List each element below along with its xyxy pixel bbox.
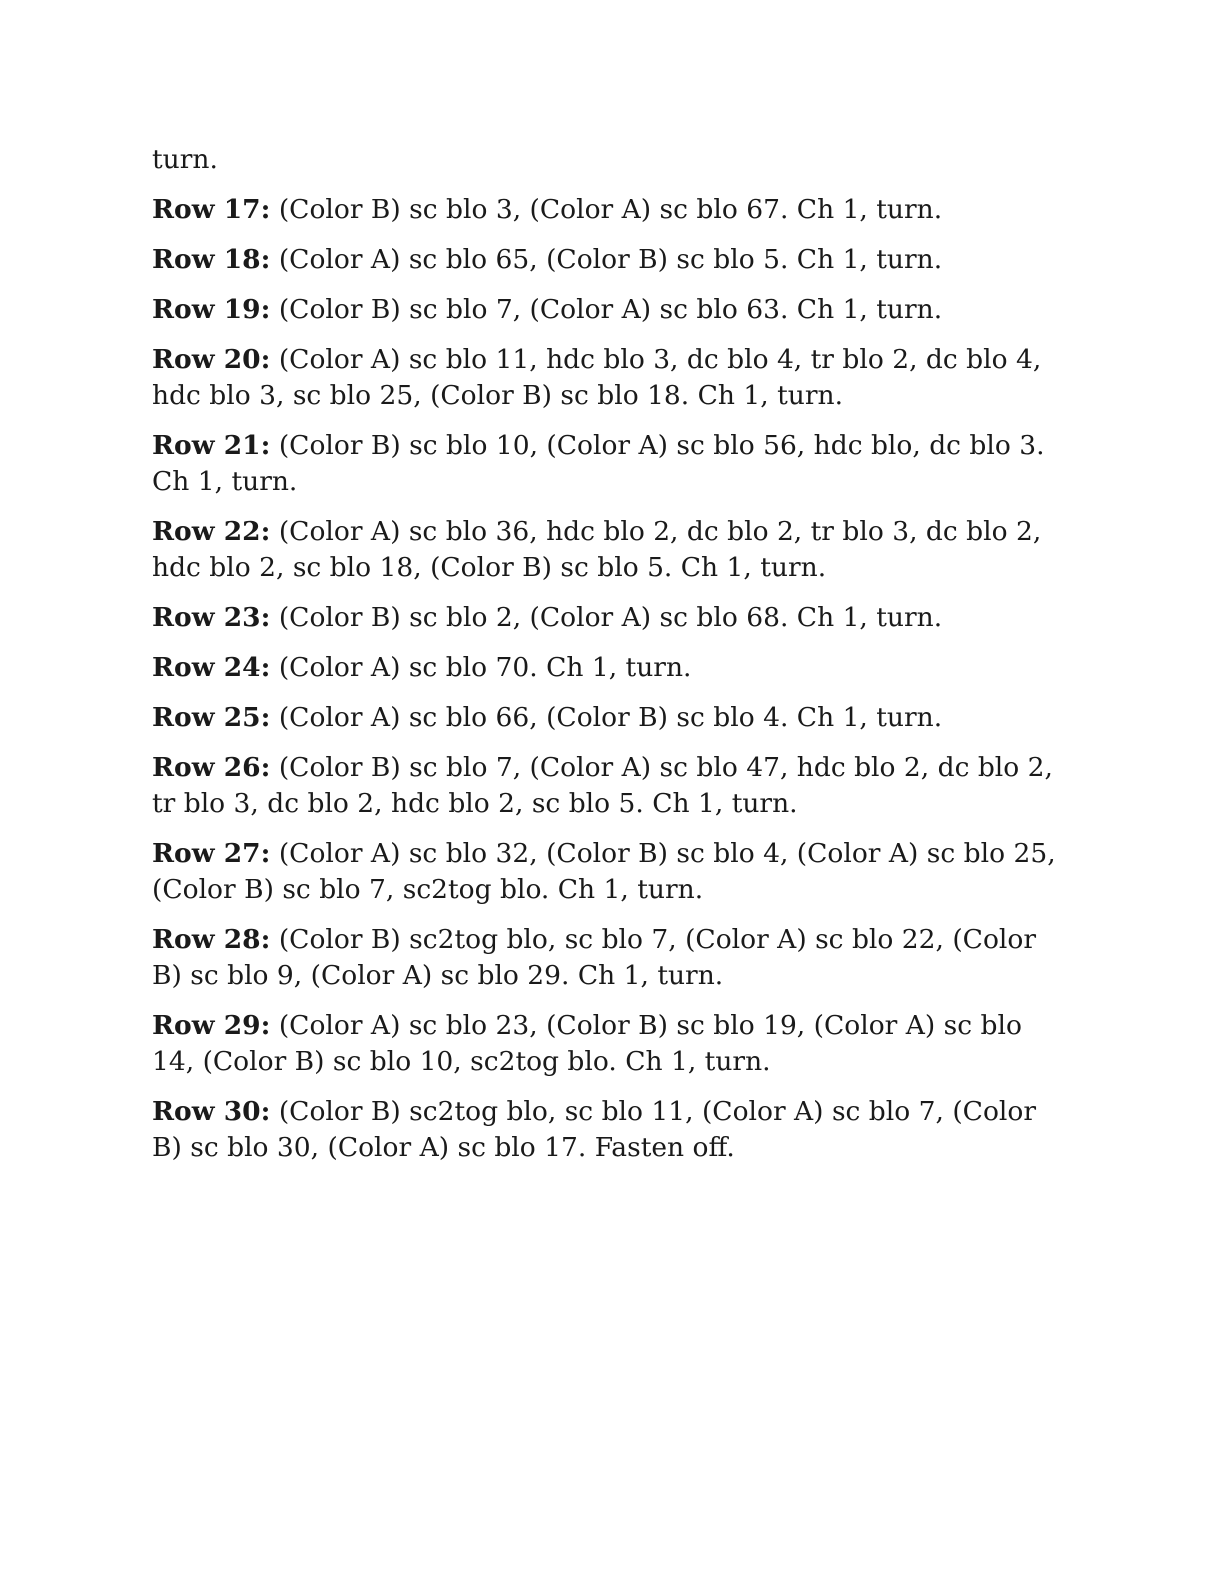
row-instructions: (Color B) sc blo 3, (Color A) sc blo 67. Ch 1, turn.: [278, 194, 943, 225]
row-23: [152, 600, 1062, 636]
row-27: [152, 836, 1062, 908]
row-instructions: (Color B) sc2tog blo, sc blo 11, (Color A) sc blo 7, (Color B) sc blo 30, (Color A) sc blo 17. Fasten off.: [152, 1096, 1036, 1163]
row-instructions: (Color A) sc blo 65, (Color B) sc blo 5. Ch 1, turn.: [278, 244, 943, 275]
row-label: Row 26:: [152, 752, 271, 783]
row-18: [152, 242, 1062, 278]
row-28: [152, 922, 1062, 994]
row-21: [152, 428, 1062, 500]
row-17: [152, 192, 1062, 228]
row-24: [152, 650, 1062, 686]
pattern-page: [152, 142, 1062, 1180]
row-instructions: (Color B) sc2tog blo, sc blo 7, (Color A) sc blo 22, (Color B) sc blo 9, (Color A) sc blo 29. Ch 1, turn.: [152, 924, 1036, 991]
row-label: Row 22:: [152, 516, 271, 547]
row-instructions: (Color A) sc blo 70. Ch 1, turn.: [278, 652, 692, 683]
row-30: [152, 1094, 1062, 1166]
row-instructions: (Color A) sc blo 23, (Color B) sc blo 19, (Color A) sc blo 14, (Color B) sc blo 10, sc2tog blo. Ch 1, turn.: [152, 1010, 1022, 1077]
row-20: [152, 342, 1062, 414]
row-label: Row 23:: [152, 602, 271, 633]
row-label: Row 21:: [152, 430, 271, 461]
row-label: Row 25:: [152, 702, 271, 733]
row-instructions: (Color A) sc blo 66, (Color B) sc blo 4. Ch 1, turn.: [278, 702, 943, 733]
row-label: Row 29:: [152, 1010, 271, 1041]
row-19: [152, 292, 1062, 328]
row-label: Row 17:: [152, 194, 271, 225]
row-label: Row 28:: [152, 924, 271, 955]
row-label: Row 18:: [152, 244, 271, 275]
row-instructions: (Color B) sc blo 7, (Color A) sc blo 47, hdc blo 2, dc blo 2, tr blo 3, dc blo 2, hdc blo 2, sc blo 5. Ch 1, turn.: [152, 752, 1053, 819]
row-instructions: (Color B) sc blo 2, (Color A) sc blo 68. Ch 1, turn.: [278, 602, 943, 633]
row-label: Row 19:: [152, 294, 271, 325]
row-22: [152, 514, 1062, 586]
row-instructions: (Color A) sc blo 11, hdc blo 3, dc blo 4, tr blo 2, dc blo 4, hdc blo 3, sc blo 25, (Color B) sc blo 18. Ch 1, turn.: [152, 344, 1042, 411]
row-instructions: (Color A) sc blo 32, (Color B) sc blo 4, (Color A) sc blo 25, (Color B) sc blo 7, sc2tog blo. Ch 1, turn.: [152, 838, 1056, 905]
row-instructions: (Color B) sc blo 10, (Color A) sc blo 56, hdc blo, dc blo 3. Ch 1, turn.: [152, 430, 1045, 497]
row-instructions: (Color A) sc blo 36, hdc blo 2, dc blo 2, tr blo 3, dc blo 2, hdc blo 2, sc blo 18, (Color B) sc blo 5. Ch 1, turn.: [152, 516, 1042, 583]
row-label: Row 30:: [152, 1096, 271, 1127]
row-label: Row 20:: [152, 344, 271, 375]
row-label: Row 27:: [152, 838, 271, 869]
row-label: Row 24:: [152, 652, 271, 683]
row-26: [152, 750, 1062, 822]
row-25: [152, 700, 1062, 736]
row-instructions: (Color B) sc blo 7, (Color A) sc blo 63. Ch 1, turn.: [278, 294, 943, 325]
row-29: [152, 1008, 1062, 1080]
continuation-text: turn.: [152, 144, 218, 175]
